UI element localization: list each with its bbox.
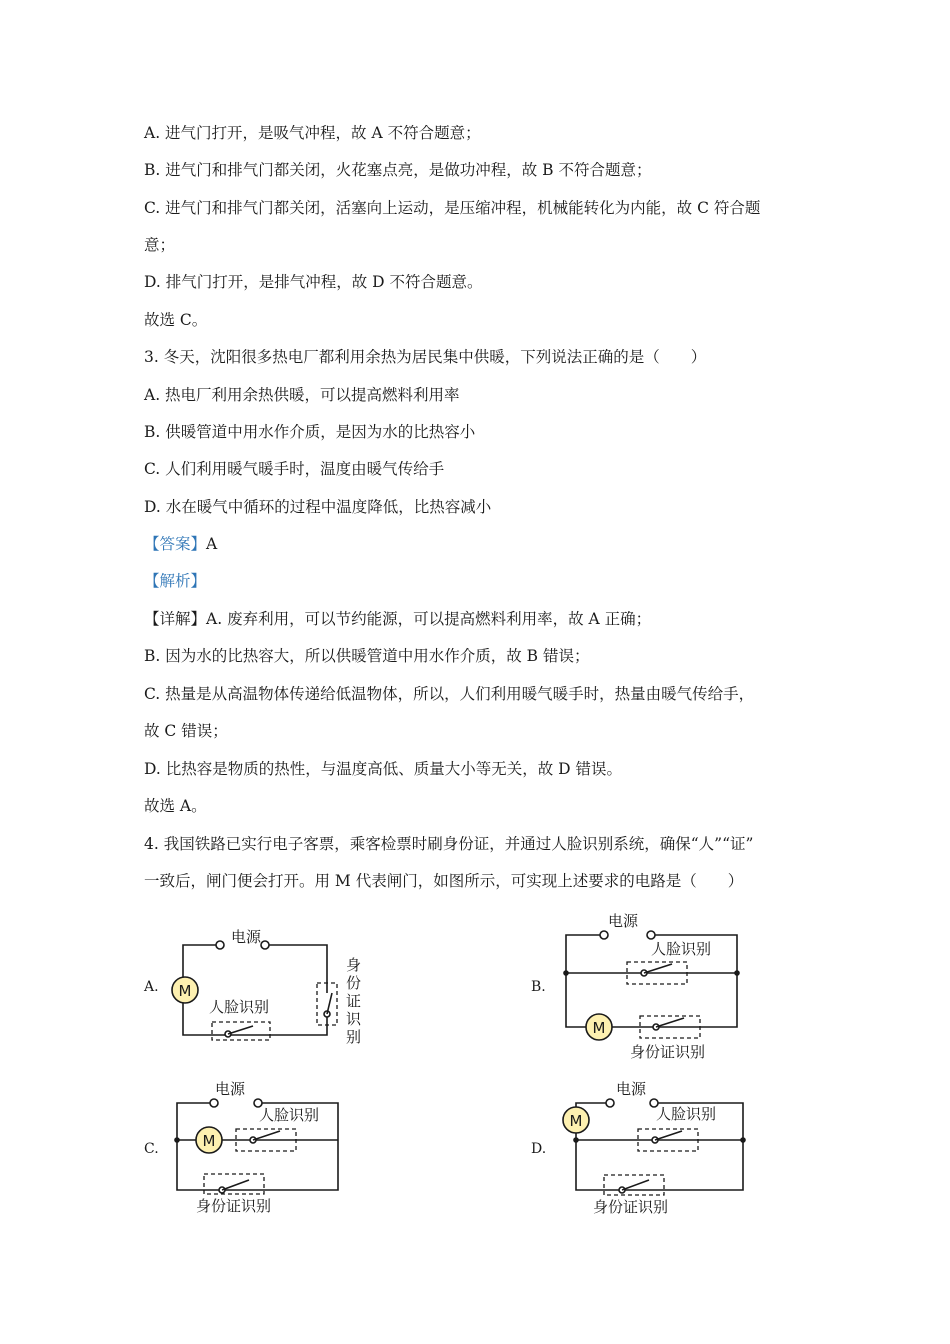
text-line: C. 热量是从高温物体传递给低温物体，所以，人们利用暖气暖手时，热量由暖气传给手， [144, 685, 755, 703]
text-line: 故选 A。 [144, 797, 207, 815]
id-label: 身份证识别 [196, 1197, 272, 1215]
motor-label: M [202, 1132, 216, 1150]
circuit-a [165, 925, 365, 1045]
motor-label: M [592, 1019, 606, 1037]
circuit-b [560, 910, 760, 1060]
answer-line [144, 533, 217, 555]
power-label: 电源 [616, 1080, 647, 1098]
analysis-line [144, 570, 206, 592]
analysis-tag: 【解析】 [144, 572, 207, 590]
circuit-d [560, 1075, 760, 1220]
face-label: 人脸识别 [259, 1106, 320, 1124]
text-line: B. 进气门和排气门都关闭，火花塞点亮，是做功冲程，故 B 不符合题意； [144, 161, 652, 179]
question-4-stem: 4. 我国铁路已实行电子客票，乘客检票时刷身份证，并通过人脸识别系统，确保“人”“证” [144, 835, 754, 853]
detail-tag: 【详解】 [144, 610, 207, 628]
option-b: B. 供暖管道中用水作介质，是因为水的比热容小 [144, 423, 476, 441]
power-label: 电源 [215, 1080, 246, 1098]
face-label: 人脸识别 [651, 940, 712, 958]
text-line: D. 比热容是物质的热性，与温度高低、质量大小等无关，故 D 错误。 [144, 760, 623, 778]
id-label-char: 份 [346, 974, 362, 992]
text-line: B. 因为水的比热容大，所以供暖管道中用水作介质，故 B 错误； [144, 647, 590, 665]
option-label-c: C. [144, 1141, 159, 1157]
option-a: A. 热电厂利用余热供暖，可以提高燃料利用率 [144, 386, 460, 404]
id-label: 身份证识别 [630, 1043, 706, 1061]
option-label-a: A. [144, 979, 159, 995]
option-c: C. 人们利用暖气暖手时，温度由暖气传给手 [144, 460, 445, 478]
power-label: 电源 [608, 912, 639, 930]
option-label-d: D. [531, 1141, 547, 1157]
id-label: 身份证识别 [593, 1198, 669, 1216]
text-line: 故 C 错误； [144, 722, 228, 740]
option-label-b: B. [531, 979, 546, 995]
id-label-char: 别 [346, 1028, 362, 1046]
text-line: C. 进气门和排气门都关闭，活塞向上运动，是压缩冲程，机械能转化为内能，故 C 符合题 [144, 199, 761, 217]
circuit-c [170, 1078, 370, 1218]
power-label: 电源 [231, 928, 262, 946]
detail-text: A. 废弃利用，可以节约能源，可以提高燃料利用率，故 A 正确； [206, 610, 652, 628]
id-label-char: 身 [346, 956, 362, 974]
id-label-char: 识 [346, 1010, 362, 1028]
text-line: 意； [144, 236, 176, 254]
face-label: 人脸识别 [656, 1105, 717, 1123]
motor-label: M [569, 1112, 583, 1130]
text-line: A. 进气门打开，是吸气冲程，故 A 不符合题意； [144, 124, 481, 142]
text-line: 故选 C。 [144, 311, 208, 329]
question-3-stem: 3. 冬天，沈阳很多热电厂都利用余热为居民集中供暖，下列说法正确的是（ ） [144, 348, 707, 366]
detail-line [144, 608, 651, 630]
face-label: 人脸识别 [209, 998, 270, 1016]
answer-tag: 【答案】 [144, 535, 207, 553]
id-label-char: 证 [346, 992, 362, 1010]
answer-value: A [206, 535, 218, 553]
text-line: D. 排气门打开，是排气冲程，故 D 不符合题意。 [144, 273, 483, 291]
option-d: D. 水在暖气中循环的过程中温度降低，比热容减小 [144, 498, 492, 516]
motor-label: M [178, 982, 192, 1000]
question-4-stem-cont: 一致后，闸门便会打开。用 M 代表闸门，如图所示，可实现上述要求的电路是（ ） [144, 872, 744, 890]
